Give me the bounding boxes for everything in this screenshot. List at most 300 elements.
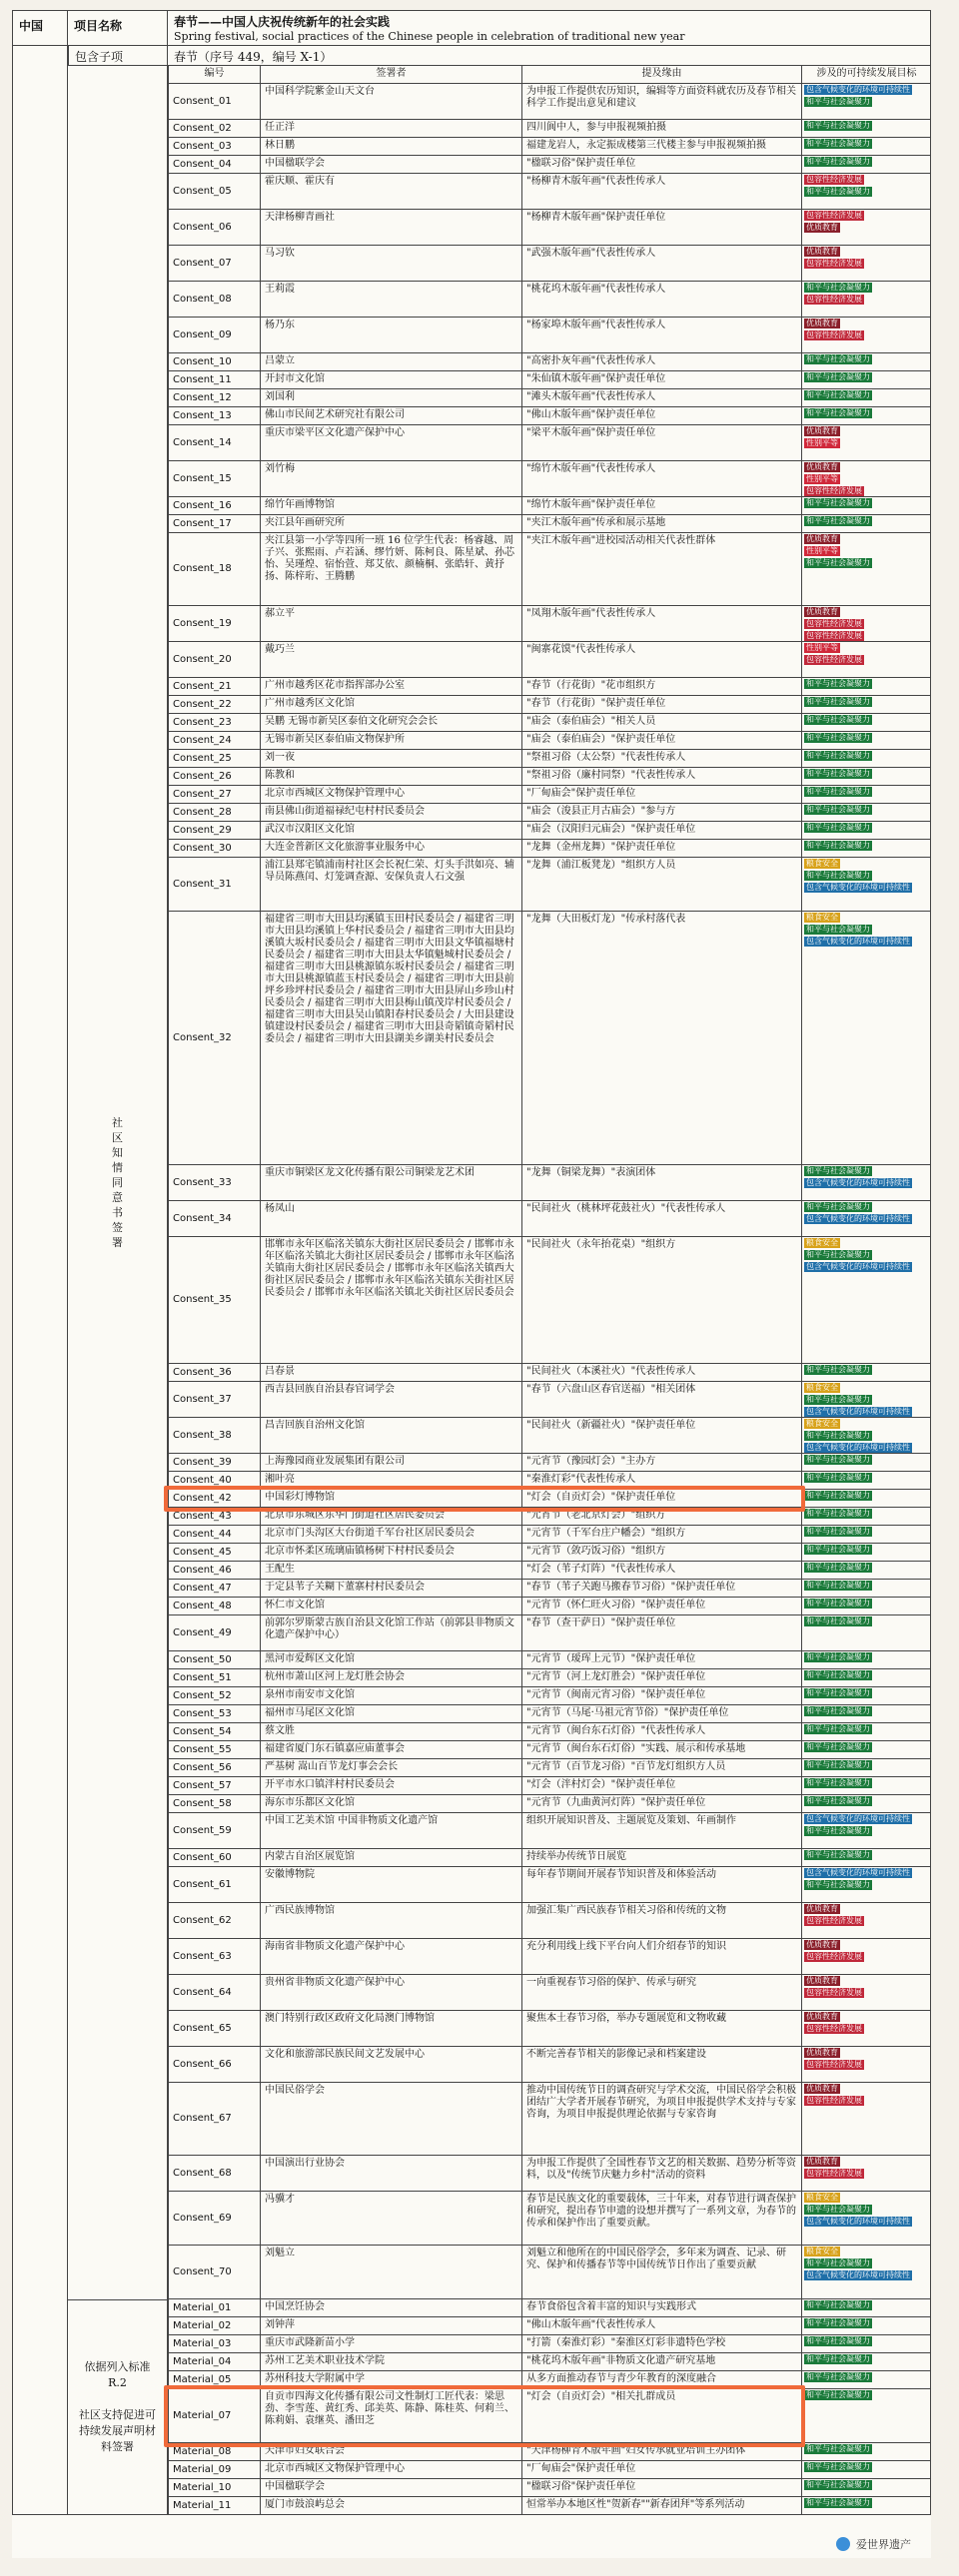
row-signer: 林日鹏 [260,138,521,155]
row-topic: "庙会（泰伯庙会）"保护责任单位 [521,732,801,749]
goal-tag-line [804,2318,929,2329]
row-topic: "元宵节（百节龙习俗）"百节龙灯组织方人员 [521,1759,801,1776]
col-goals: 涉及的可持续发展目标 [801,66,931,84]
row-goals [801,371,931,388]
goal-tag-line [804,2157,929,2168]
row-topic: "民间社火（永年抬花桌）"组织方 [521,1237,801,1363]
goal-tag-line [804,2336,929,2347]
goal-tag-line [804,534,929,545]
table-row [168,1165,931,1201]
goal-tag-line [804,643,929,654]
row-topic: "厂甸庙会"保护责任单位 [521,786,801,803]
goal-tag-inclusive: 包含气候变化的环境可持续性 [806,1178,910,1187]
goal-tag-line [804,619,929,630]
goal-tag-line [804,1826,929,1837]
row-topic: 充分利用线上线下平台向人们介绍春节的知识 [521,1939,801,1974]
row-signer: 黑河市爱辉区文化馆 [260,1651,521,1668]
table-row [168,1598,931,1615]
goal-tag-social: 和平与社会凝聚力 [806,1826,870,1835]
table-row [168,678,931,696]
goal-tag-line [804,1616,929,1627]
footer-watermark [836,2536,911,2552]
row-goals [801,2443,931,2460]
goal-tag-inclusive: 包含气候变化的环境可持续性 [806,883,910,892]
table-row [168,156,931,174]
row-code: Consent_28 [168,804,260,821]
goal-tag-education: 优质教育 [806,2084,838,2093]
table-row [168,2083,931,2156]
goal-tag-social: 和平与社会凝聚力 [806,157,870,166]
goal-tag-line [804,259,929,270]
goal-tag-line [804,1214,929,1225]
goal-tag-line [804,787,929,798]
table-row [168,425,931,461]
goal-tag-inclusive: 包含气候变化的环境可持续性 [806,1407,910,1416]
table-row [168,1759,931,1777]
row-goals [801,1669,931,1686]
goal-tag-line [804,631,929,641]
goal-tag-line [804,733,929,744]
goal-tag-line [804,546,929,557]
goal-tag-social: 和平与社会凝聚力 [806,823,870,832]
goal-tag-education: 优质教育 [806,2012,838,2021]
row-signer: 怀仁市文化馆 [260,1598,521,1614]
row-goals [801,1867,931,1902]
table-row [168,786,931,804]
row-signer: 于定县苇子关糊下董寨村村民委员会 [260,1580,521,1597]
goal-tag-line [804,1250,929,1261]
row-topic: "绵竹木版年画"代表性传承人 [521,461,801,496]
goal-tag-line [804,2390,929,2401]
goal-tag-education: 优质教育 [806,247,838,256]
row-topic: "桃花坞木版年画"代表性传承人 [521,282,801,317]
goal-tag-social: 和平与社会凝聚力 [806,1796,870,1805]
goal-tag-social: 和平与社会凝聚力 [806,805,870,814]
goal-tag-economy: 包容性经济发展 [806,1916,862,1925]
row-signer: 武汉市汉阳区文化馆 [260,822,521,839]
goal-tag-inclusive: 包含气候变化的环境可持续性 [806,1443,910,1452]
table-row [168,2156,931,2192]
row-code: Consent_18 [168,533,260,605]
row-signer: 上海豫园商业发展集团有限公司 [260,1454,521,1471]
goal-tag-social: 和平与社会凝聚力 [806,516,870,525]
goal-tag-line [804,330,929,341]
goal-tag-line [804,1365,929,1376]
row-code: Consent_21 [168,678,260,695]
row-goals [801,2299,931,2316]
goal-tag-social: 和平与社会凝聚力 [806,1850,870,1859]
table-row [168,371,931,389]
goal-tag-social: 和平与社会凝聚力 [806,1760,870,1769]
row-goals [801,246,931,281]
goal-tag-line [804,1491,929,1502]
goal-tag-social: 和平与社会凝聚力 [806,1652,870,1661]
goal-tag-economy: 包容性经济发展 [806,2060,862,2069]
table-row [168,497,931,515]
row-topic: "民间社火（新疆社火）"保护责任单位 [521,1418,801,1453]
table-row [168,389,931,407]
table-row [168,1723,931,1741]
goal-tag-education: 优质教育 [806,534,838,543]
goal-tag-economy: 包容性经济发展 [806,631,862,640]
row-signer: 泉州市南安市文化馆 [260,1687,521,1704]
goal-tag-line [804,1473,929,1484]
table-row [168,2246,931,2299]
row-topic: "灯会（自贡灯会）"相关扎群成员 [521,2389,801,2442]
table-row [168,1669,931,1687]
row-signer: 中国彩灯博物馆 [260,1490,521,1507]
goal-tag-social: 和平与社会凝聚力 [806,2354,870,2363]
goal-tag-line [804,438,929,449]
goal-tag-line [804,2354,929,2365]
row-signer: 浦江县郑宅镇浦南村社区会长祝仁荣、灯头手洪如亮、辅导员陈燕闰、灯笼调查源、安保负责人石文强 [260,858,521,911]
table-row [168,1777,931,1795]
left-label-material [68,2299,168,2515]
table-row [168,1795,931,1813]
table-row [168,174,931,210]
goal-tag-social: 和平与社会凝聚力 [806,1581,870,1590]
goal-tag-social: 和平与社会凝聚力 [806,751,870,760]
goal-tag-gender: 性别平等 [806,546,838,555]
table-row [168,407,931,425]
row-topic: "杨家埠木版年画"代表性传承人 [521,318,801,352]
goal-tag-social: 和平与社会凝聚力 [806,1395,870,1404]
goal-tag-social: 和平与社会凝聚力 [806,1509,870,1518]
row-goals [801,1508,931,1525]
goal-tag-education: 优质教育 [806,1976,838,1985]
goal-tag-line [804,2096,929,2107]
row-goals [801,1472,931,1489]
row-goals [801,461,931,496]
data-rows [168,84,931,2515]
row-topic: "春节（查干萨日）"保护责任单位 [521,1615,801,1650]
goal-tag-line [804,1742,929,1753]
table-row [168,2192,931,2246]
row-code: Consent_69 [168,2192,260,2245]
row-signer: 陈教和 [260,768,521,785]
row-topic: "杨柳青木版年画"保护责任单位 [521,210,801,245]
table-row [168,768,931,786]
table-row [168,1201,931,1237]
row-topic: "元宵节（闽台东石灯俗）"实践、展示和传承基地 [521,1741,801,1758]
goal-tag-food: 粮食安全 [806,859,838,868]
goal-tag-line [804,823,929,834]
row-signer: 北京市怀柔区琉璃庙镇杨树下村村民委员会 [260,1544,521,1561]
goal-tag-line [804,2012,929,2023]
row-signer: 北京市西城区文物保护管理中心 [260,2461,521,2478]
goal-tag-social: 和平与社会凝聚力 [806,925,870,934]
row-topic: "灯会（苇子灯阵）"代表性传承人 [521,1562,801,1579]
table-row [168,858,931,912]
row-topic: "春节（苇子关跑马搬春节习俗）"保护责任单位 [521,1580,801,1597]
table-row [168,1651,931,1669]
goal-tag-line [804,1796,929,1807]
watermark-text: 爱世界遗产 [856,2538,911,2551]
row-signer: 刘魁立 [260,2246,521,2298]
row-topic: "绵竹木版年画"保护责任单位 [521,497,801,514]
row-signer: 湘叶亮 [260,1472,521,1489]
row-signer: 广州市越秀区文化馆 [260,696,521,713]
goal-tag-inclusive: 包含气候变化的环境可持续性 [806,85,910,94]
table-row [168,1364,931,1382]
goal-tag-line [804,1988,929,1999]
row-goals [801,120,931,137]
row-topic: 持续举办传统节日展览 [521,1849,801,1866]
goal-tag-line [804,2462,929,2473]
table-row [168,2335,931,2353]
goal-tag-social: 和平与社会凝聚力 [806,1742,870,1751]
goal-tag-line [804,1976,929,1987]
row-topic: "民间社火（桃林坪花鼓社火）"代表性传承人 [521,1201,801,1236]
goal-tag-line [804,2024,929,2035]
row-topic: 不断完善春节相关的影像记录和档案建设 [521,2047,801,2082]
row-topic: "凤翔木版年画"代表性传承人 [521,606,801,641]
goal-tag-line [804,408,929,419]
goal-tag-food: 粮食安全 [806,2193,838,2202]
goal-tag-inclusive: 包含气候变化的环境可持续性 [806,1868,910,1877]
table-row [168,822,931,840]
row-signer: 刘国利 [260,389,521,406]
row-code: Consent_44 [168,1526,260,1543]
goal-tag-line [804,2258,929,2269]
row-topic: 刘魁立和他所在的中国民俗学会，多年来为调查、记录、研究、保护和传播春节等中国传统节日作出了重要贡献 [521,2246,801,2298]
row-code: Consent_04 [168,156,260,173]
goal-tag-social: 和平与社会凝聚力 [806,1202,870,1211]
goal-tag-line [804,139,929,150]
row-signer: 贵州省非物质文化遗产保护中心 [260,1975,521,2010]
row-goals [801,1201,931,1236]
goal-tag-line [804,1455,929,1466]
document-sheet [12,10,931,2558]
row-goals [801,318,931,352]
row-code: Consent_57 [168,1777,260,1794]
goal-tag-line [804,187,929,198]
row-goals [801,1598,931,1614]
goal-tag-social: 和平与社会凝聚力 [806,2462,870,2471]
goal-tag-line [804,1814,929,1825]
goal-tag-line [804,697,929,708]
goal-tag-economy: 包容性经济发展 [806,2024,862,2033]
row-goals [801,840,931,857]
goal-tag-inclusive: 包含气候变化的环境可持续性 [806,937,910,946]
goal-tag-line [804,247,929,258]
goal-tag-social: 和平与社会凝聚力 [806,187,870,196]
row-goals [801,1759,931,1776]
row-topic: "元宵节（豫园灯会）"主办方 [521,1454,801,1471]
goal-tag-line [804,1880,929,1891]
goal-tag-line [804,1706,929,1717]
row-code: Consent_64 [168,1975,260,2010]
row-goals [801,1615,931,1650]
row-code: Consent_23 [168,714,260,731]
row-code: Consent_31 [168,858,260,911]
goal-tag-line [804,2084,929,2095]
row-code: Consent_27 [168,786,260,803]
table-row [168,2011,931,2047]
goal-tag-social: 和平与社会凝聚力 [806,97,870,106]
row-code: Consent_39 [168,1454,260,1471]
table-row [168,2353,931,2371]
row-code: Consent_50 [168,1651,260,1668]
row-goals [801,1687,931,1704]
goal-tag-social: 和平与社会凝聚力 [806,1778,870,1787]
row-code: Consent_12 [168,389,260,406]
row-signer: 杭州市萧山区河上龙灯胜会协会 [260,1669,521,1686]
row-topic: "春节（六盘山区春官送福）"相关团体 [521,1382,801,1417]
row-signer: 中国楹联学会 [260,2479,521,2496]
table-row [168,2461,931,2479]
row-signer: 厦门市鼓浪屿总会 [260,2497,521,2514]
goal-tag-social: 和平与社会凝聚力 [806,697,870,706]
row-topic: "灯会（泮村灯会）"保护责任单位 [521,1777,801,1794]
row-topic: 为申报工作提供农历知识，编辑等方面资料就农历及春节相关科学工作提出意见和建议 [521,84,801,119]
goal-tag-line [804,655,929,666]
row-signer: 西吉县回族自治县春官词学会 [260,1382,521,1417]
col-topic: 提及缘由 [521,66,801,84]
row-code: Consent_59 [168,1813,260,1848]
goal-tag-line [804,2247,929,2257]
goal-tag-line [804,1443,929,1453]
goal-tag-line [804,2300,929,2311]
row-goals [801,84,931,119]
column-header-row [168,66,931,84]
row-code: Consent_02 [168,120,260,137]
goal-tag-social: 和平与社会凝聚力 [806,408,870,417]
table-row [168,1562,931,1580]
goal-tag-education: 优质教育 [806,607,838,616]
table-row [168,714,931,732]
row-topic: "民间社火（本溪社火）"代表性传承人 [521,1364,801,1381]
goal-tag-line [804,1262,929,1273]
table-row [168,2317,931,2335]
goal-tag-food: 粮食安全 [806,1238,838,1247]
goal-tag-line [804,1652,929,1663]
goal-tag-line [804,1724,929,1735]
row-goals [801,714,931,731]
goal-tag-line [804,607,929,618]
row-signer: 戴巧兰 [260,642,521,677]
goal-tag-social: 和平与社会凝聚力 [806,1880,870,1889]
goal-tag-social: 和平与社会凝聚力 [806,498,870,507]
row-goals [801,1544,931,1561]
goal-tag-gender: 性别平等 [806,438,838,447]
goal-tag-education: 优质教育 [806,2048,838,2057]
row-topic: "元宵节（千军台庄户幡会）"组织方 [521,1526,801,1543]
row-code: Consent_61 [168,1867,260,1902]
row-goals [801,2156,931,2191]
goal-tag-line [804,1599,929,1610]
row-topic: "元宵节（河上龙灯胜会）"保护责任单位 [521,1669,801,1686]
goal-tag-social: 和平与社会凝聚力 [806,1491,870,1500]
table-row [168,642,931,678]
row-code: Consent_62 [168,1903,260,1938]
goal-tag-social: 和平与社会凝聚力 [806,871,870,880]
table-row [168,1237,931,1364]
goal-tag-social: 和平与社会凝聚力 [806,1688,870,1697]
row-goals [801,1418,931,1453]
left-label-consent [68,66,168,2299]
row-signer: 中国工艺美术馆 中国非物质文化遗产馆 [260,1813,521,1848]
project-title-en: Spring festival, social practices of the Chinese people in celebration of traditional new year [174,30,685,43]
goal-tag-food: 粮食安全 [806,913,838,922]
row-topic: "夹江木版年画"传承和展示基地 [521,515,801,532]
material-section-label: 依据列入标准 R.2 社区支持促进可持续发展声明材料签署 [79,2360,156,2453]
row-goals [801,407,931,424]
row-code: Material_09 [168,2461,260,2478]
row-code: Consent_67 [168,2083,260,2155]
row-signer: 刘竹梅 [260,461,521,496]
row-signer: 福建省三明市大田县均溪镇玉田村民委员会 / 福建省三明市大田县均溪镇上华村民委员会 / 福建省三明市大田县均溪镇大坂村民委员会 / 福建省三明市大田县文华镇福塘村民委员会 / 福建省三明市大田县太华镇魁城村民委员会 / 福建省三明市大田县桃源镇东坂村民委员会 / 福建省三明市大田县桃源镇蓝玉村民委员会 / 福建省三明市大田县前坪乡珍坪村民委员会 / 福建省三明市大田县屏山乡珍山村民委员会 / 福建省三明市大田县梅山镇茂岸村民委员会 / 福建省三明市大田县吴山镇阳春村民委员会 / 大田县建设镇建设村民委员会 / 福建省三明市大田县奇韬镇奇韬村民委员会 / 福建省三明市大田县湖美乡湖美村民委员会 [260,912,521,1164]
goal-tag-line [804,1952,929,1963]
goal-tag-line [804,516,929,527]
goal-tag-economy: 包容性经济发展 [806,2096,862,2105]
row-signer: 北京市西城区文物保护管理中心 [260,786,521,803]
goal-tag-social: 和平与社会凝聚力 [806,769,870,778]
goal-tag-line [804,85,929,96]
row-code: Consent_36 [168,1364,260,1381]
row-topic: "元宵节（马尾·马祖元宵节俗）"保护责任单位 [521,1705,801,1722]
row-goals [801,282,931,317]
row-code: Consent_09 [168,318,260,352]
goal-tag-line [804,2372,929,2383]
row-signer: 内蒙古自治区展览馆 [260,1849,521,1866]
goal-tag-social: 和平与社会凝聚力 [806,2480,870,2489]
table-row [168,1418,931,1454]
goal-tag-line [804,1760,929,1771]
row-goals [801,138,931,155]
table-row [168,533,931,606]
goal-tag-line [804,2060,929,2071]
header-contains-value: 春节（序号 449，编号 X-1） [168,46,931,66]
goal-tag-line [804,498,929,509]
goal-tag-line [804,1202,929,1213]
goal-tag-line [804,769,929,780]
goal-tag-economy: 包容性经济发展 [806,1988,862,1997]
goal-tag-line [804,283,929,294]
row-goals [801,1562,931,1579]
row-signer: 无锡市新吴区泰伯庙文物保护所 [260,732,521,749]
table-row [168,1939,931,1975]
row-goals [801,804,931,821]
row-signer: 天津市妇女联合会 [260,2443,521,2460]
row-topic: "闽寨花馍"代表性传承人 [521,642,801,677]
row-topic: "天津杨柳青木版年画"妇女传承就业培训主办团体 [521,2443,801,2460]
goal-tag-inclusive: 包含气候变化的环境可持续性 [806,2217,910,2226]
goal-tag-social: 和平与社会凝聚力 [806,1670,870,1679]
goal-tag-line [804,2270,929,2281]
goal-tag-social: 和平与社会凝聚力 [806,1455,870,1464]
header-country: 中国 [12,10,68,46]
row-goals [801,2335,931,2352]
row-topic: "元宵节（老北京灯会）"组织方 [521,1508,801,1525]
goal-tag-inclusive: 包含气候变化的环境可持续性 [806,1262,910,1271]
goal-tag-line [804,2217,929,2228]
row-code: Material_08 [168,2443,260,2460]
row-goals [801,2192,931,2245]
row-goals [801,497,931,514]
row-goals [801,1939,931,1974]
table-row [168,210,931,246]
row-code: Consent_19 [168,606,260,641]
goal-tag-line [804,211,929,222]
row-goals [801,389,931,406]
table-row [168,1615,931,1651]
row-code: Consent_54 [168,1723,260,1740]
goal-tag-gender: 性别平等 [806,474,838,483]
table-row [168,1544,931,1562]
table-row [168,1867,931,1903]
row-code: Consent_17 [168,515,260,532]
